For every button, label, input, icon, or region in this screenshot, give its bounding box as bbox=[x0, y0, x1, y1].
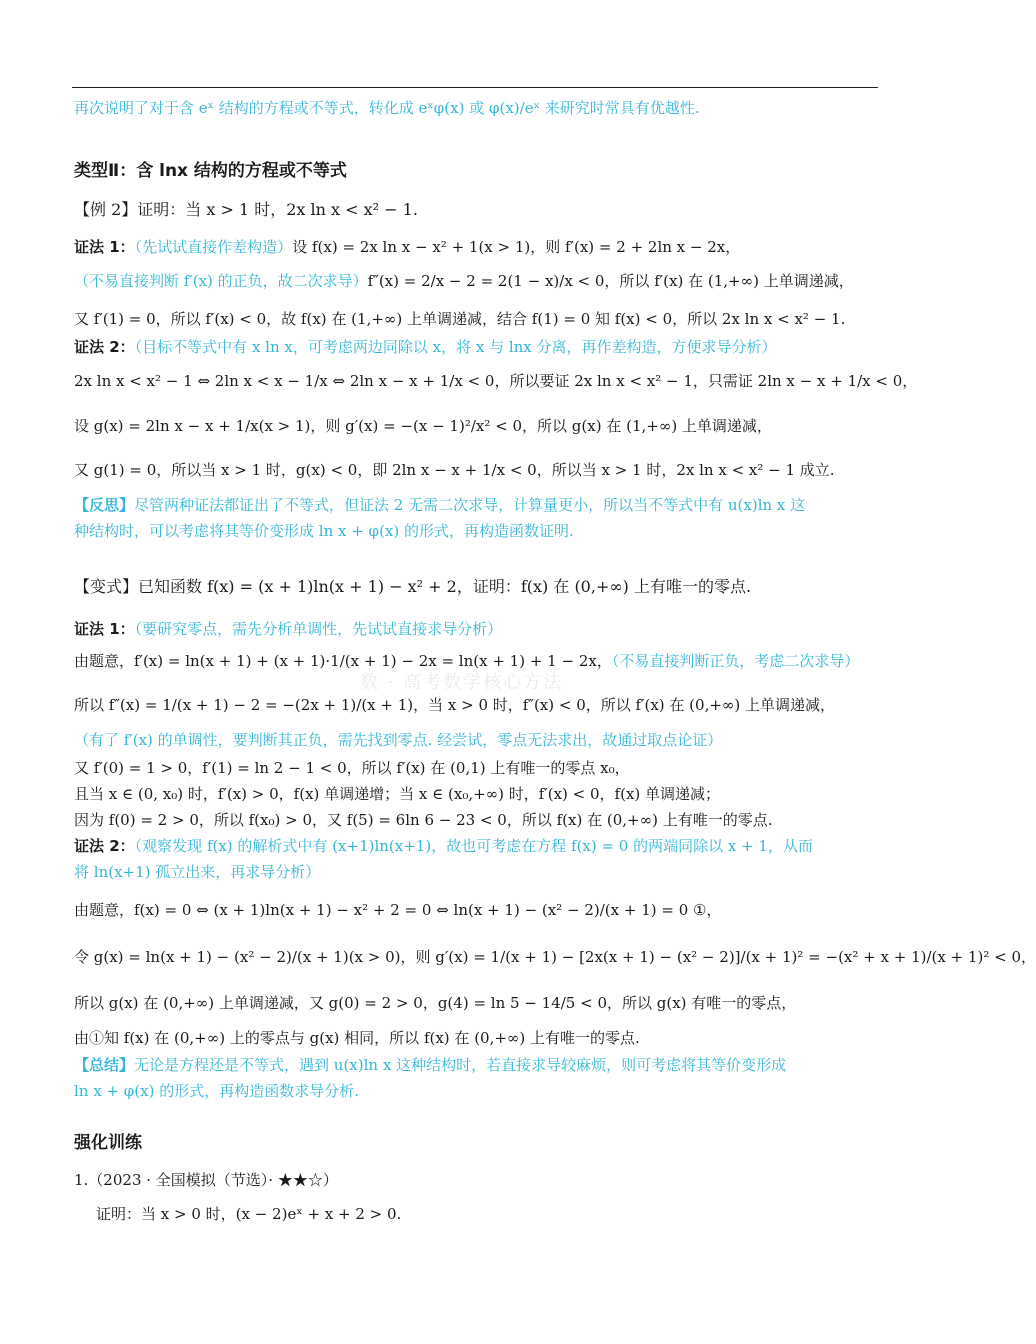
summary-text: 无论是方程还是不等式，遇到 u(x)ln x 这种结构时，若直接求导较麻烦，则可考虑将其等价变形成 bbox=[134, 1056, 787, 1074]
var-m2-head bbox=[74, 835, 880, 857]
variant-label: 【变式】 bbox=[74, 577, 139, 596]
var-m1-line4: 且当 x ∈ (0, x₀) 时，f′(x) > 0，f(x) 单调递增；当 x ∈ (x₀,+∞) 时，f′(x) < 0，f(x) 单调递减； bbox=[74, 785, 721, 803]
solution-text: 设 f(x) = 2x ln x − x² + 1(x > 1)，则 f′(x) = 2 + 2ln x − 2x， bbox=[292, 238, 741, 256]
method-label: 证法 1： bbox=[74, 620, 135, 638]
training-heading: 强化训练 bbox=[74, 1133, 142, 1153]
var-m2-line3: 所以 g(x) 在 (0,+∞) 上单调递减，又 g(0) = 2 > 0，g(4) = ln 5 − 14/5 < 0，所以 g(x) 有唯一的零点， bbox=[74, 994, 797, 1012]
solution-text: 由题意，f′(x) = ln(x + 1) + (x + 1)·1/(x + 1) − 2x = ln(x + 1) + 1 − 2x， bbox=[74, 652, 612, 670]
type2-heading: 类型Ⅱ：含 lnx 结构的方程或不等式 bbox=[74, 161, 347, 181]
var-m1-line1 bbox=[74, 650, 880, 672]
var-m1-line2: 所以 f″(x) = 1/(x + 1) − 2 = −(2x + 1)/(x + 1)，当 x > 0 时，f″(x) < 0，所以 f′(x) 在 (0,+∞) 上单调递减， bbox=[74, 696, 836, 714]
summary-line1 bbox=[74, 1054, 880, 1076]
method-hint: （观察发现 f(x) 的解析式中有 (x+1)ln(x+1)，故也可考虑在方程 f(x) = 0 的两端同除以 x + 1，从而 bbox=[134, 837, 813, 855]
var-m1-line3: 又 f′(0) = 1 > 0，f′(1) = ln 2 − 1 < 0，所以 f′(x) 在 (0,1) 上有唯一的零点 x₀， bbox=[74, 759, 630, 777]
ex2-m2-line3: 又 g(1) = 0，所以当 x > 1 时，g(x) < 0，即 2ln x − x + 1/x < 0，所以当 x > 1 时，2x ln x < x² − 1 成立. bbox=[74, 461, 835, 479]
ex2-m1-line3: 又 f′(1) = 0，所以 f′(x) < 0，故 f(x) 在 (1,+∞) 上单调递减，结合 f(1) = 0 知 f(x) < 0，所以 2x ln x < x² − 1. bbox=[74, 310, 846, 328]
example2-statement: 证明：当 x > 1 时，2x ln x < x² − 1. bbox=[137, 200, 418, 219]
var-m1-head bbox=[74, 618, 880, 640]
reflection-line2: 种结构时，可以考虑将其等价变形成 ln x + φ(x) 的形式，再构造函数证明. bbox=[74, 522, 574, 540]
watermark: 数 · 高考数学核心方法 bbox=[360, 672, 564, 693]
top-divider bbox=[72, 87, 878, 88]
method-hint: （要研究零点，需先分析单调性，先试试直接求导分析） bbox=[134, 620, 503, 638]
question-1-body: 证明：当 x > 0 时，(x − 2)eˣ + x + 2 > 0. bbox=[96, 1205, 402, 1223]
reflection-line1 bbox=[74, 494, 880, 516]
summary-label: 【总结】 bbox=[74, 1056, 135, 1074]
var-m1-line5: 因为 f(0) = 2 > 0，所以 f(x₀) > 0，又 f(5) = 6ln 6 − 23 < 0，所以 f(x) 在 (0,+∞) 上有唯一的零点. bbox=[74, 811, 773, 829]
reflection-text: 尽管两种证法都证出了不等式，但证法 2 无需二次求导，计算量更小，所以当不等式中有 u(x)ln x 这 bbox=[134, 496, 806, 514]
method-label: 证法 2： bbox=[74, 338, 135, 356]
ex2-m1-line2 bbox=[74, 270, 880, 292]
var-m2-line4: 由①知 f(x) 在 (0,+∞) 上的零点与 g(x) 相同，所以 f(x) 在 (0,+∞) 上有唯一的零点. bbox=[74, 1029, 640, 1047]
method-hint: （目标不等式中有 x ln x，可考虑两边同除以 x，将 x 与 lnx 分离，再作差构造，方便求导分析） bbox=[134, 338, 777, 356]
ex2-m2-line1: 2x ln x < x² − 1 ⇔ 2ln x < x − 1/x ⇔ 2ln x − x + 1/x < 0，所以要证 2x ln x < x² − 1，只需证 2ln x − x + 1/x < 0， bbox=[74, 372, 918, 390]
method-hint: （不易直接判断正负，考虑二次求导） bbox=[611, 652, 860, 670]
solution-text: f″(x) = 2/x − 2 = 2(1 − x)/x < 0，所以 f′(x) 在 (1,+∞) 上单调递减， bbox=[367, 272, 854, 290]
ex2-m2-head bbox=[74, 336, 880, 358]
variant-statement: 已知函数 f(x) = (x + 1)ln(x + 1) − x² + 2，证明：f(x) 在 (0,+∞) 上有唯一的零点. bbox=[138, 577, 752, 596]
method-hint: （不易直接判断 f′(x) 的正负，故二次求导） bbox=[74, 272, 368, 290]
var-m2-hint2: 将 ln(x+1) 孤立出来，再求导分析） bbox=[74, 863, 321, 881]
question-1-title: 1.（2023 · 全国模拟（节选）· ★★☆） bbox=[74, 1171, 338, 1189]
reflection-label: 【反思】 bbox=[74, 496, 135, 514]
var-m2-line1: 由题意，f(x) = 0 ⇔ (x + 1)ln(x + 1) − x² + 2 = 0 ⇔ ln(x + 1) − (x² − 2)/(x + 1) = 0 ①， bbox=[74, 901, 722, 919]
example2-line bbox=[74, 199, 880, 221]
var-m1-hint3: （有了 f′(x) 的单调性，要判断其正负，需先找到零点. 经尝试，零点无法求出，故通过取点论证） bbox=[74, 731, 723, 749]
method-hint: （先试试直接作差构造） bbox=[134, 238, 293, 256]
method-label: 证法 1： bbox=[74, 238, 135, 256]
method-label: 证法 2： bbox=[74, 837, 135, 855]
ex2-m1-line1 bbox=[74, 236, 880, 258]
ex2-m2-line2: 设 g(x) = 2ln x − x + 1/x(x > 1)，则 g′(x) = −(x − 1)²/x² < 0，所以 g(x) 在 (1,+∞) 上单调递减， bbox=[74, 417, 772, 435]
example2-label: 【例 2】 bbox=[74, 200, 138, 219]
summary-line2: ln x + φ(x) 的形式，再构造函数求导分析. bbox=[74, 1082, 359, 1100]
intro-text: 再次说明了对于含 eˣ 结构的方程或不等式，转化成 eˣφ(x) 或 φ(x)/eˣ 来研究时常具有优越性. bbox=[74, 99, 700, 117]
var-m2-line2: 令 g(x) = ln(x + 1) − (x² − 2)/(x + 1)(x > 0)，则 g′(x) = 1/(x + 1) − [2x(x + 1) − (x² − 2)]/(x + 1)² = −(x² + x + 1)/(x + 1)² < 0， bbox=[74, 948, 1036, 966]
variant-line bbox=[74, 576, 880, 598]
